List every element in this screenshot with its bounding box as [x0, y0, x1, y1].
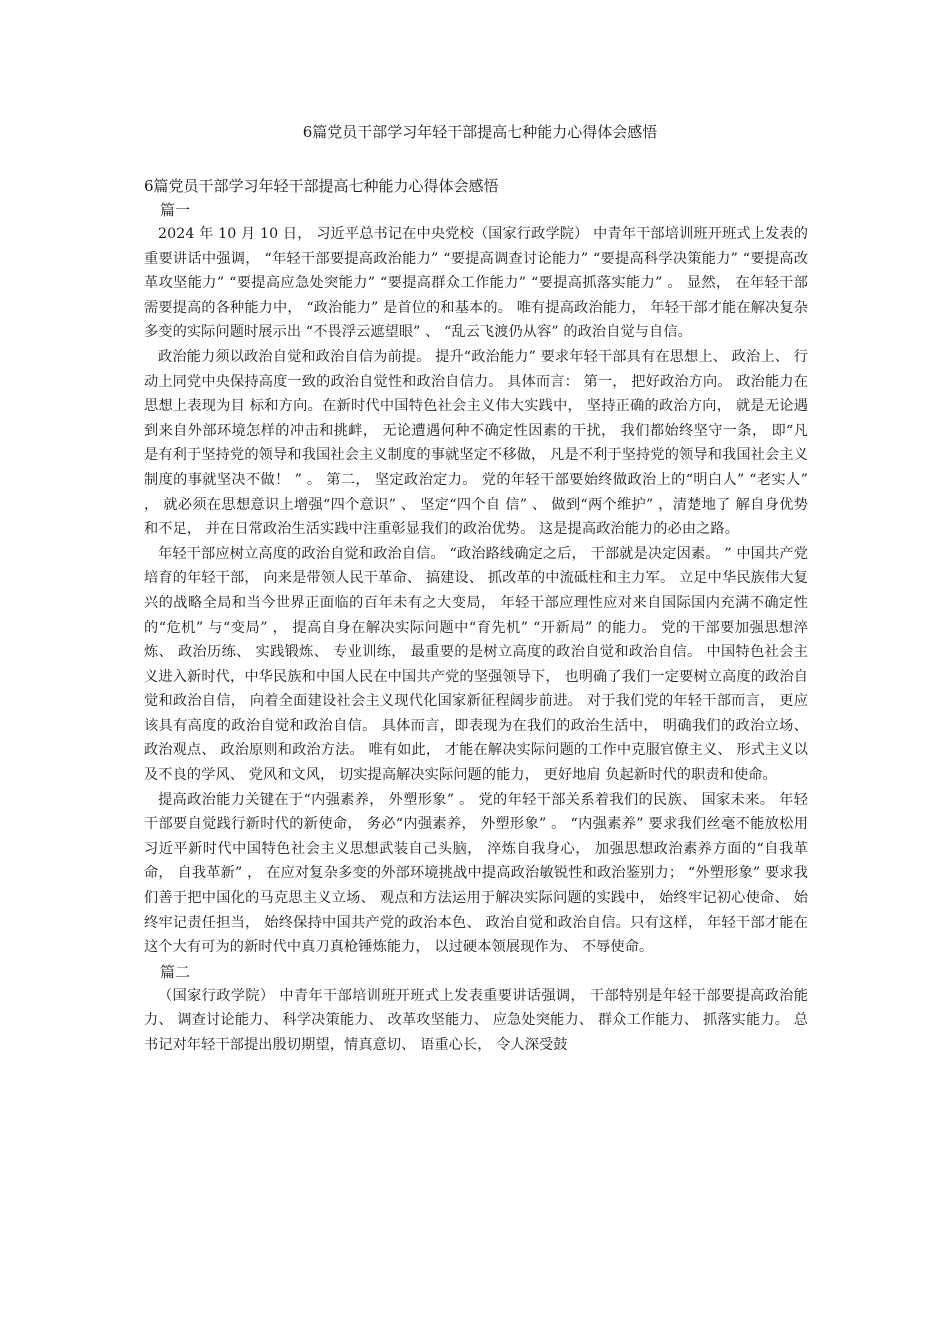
paragraph: 2024 年 10 月 10 日， 习近平总书记在中央党校（国家行政学院） 中青年干部培训班开班式上发表的重要讲话中强调， “年轻干部要提高政治能力” “要提高调查讨论能力” “要提高科学决策能力” “要提高改革攻坚能力” “要提高应急处突能力” “要提高群众工作能力” “要提高抓落实能力” 。 显然， 在年轻干部需要提高的各种能力中， “政治能力” 是首位的和基本的。 唯有提高政治能力， 年轻干部才能在解决复杂多变的实际问题时展示出 “不畏浮云遮望眼” 、 “乱云飞渡仍从容” 的政治自觉与自信。: [144, 226, 808, 341]
paragraph: 年轻干部应树立高度的政治自觉和政治自信。 “政治路线确定之后， 干部就是决定因素。 ” 中国共产党培育的年轻干部， 向来是带领人民干革命、 搞建设、 抓改革的中流砥柱和主力军。 立足中华民族伟大复兴的战略全局和当今世界正面临的百年未有之大变局， 年轻干部应理性应对来自国际国内充满不确定性的“危机” 与“变局” ， 提高自身在解决实际问题中“育先机” “开新局” 的能力。 党的干部要加强思想淬炼、 政治历练、 实践锻炼、 专业训练， 最重要的是树立高度的政治自觉和政治自信。 中国特色社会主义进入新时代，中华民族和中国人民在中国共产党的坚强领导下， 也明确了我们一定要树立高度的政治自觉和政治自信， 向着全面建设社会主义现代化国家新征程阔步前进。 对于我们党的年轻干部而言， 更应该具有高度的政治自觉和政治自信。 具体而言，即表现为在我们的政治生活中， 明确我们的政治立场、 政治观点、 政治原则和政治方法。 唯有如此， 才能在解决实际问题的工作中克服官僚主义、 形式主义以及不良的学风、 党风和文风， 切实提高解决实际问题的能力， 更好地肩 负起新时代的职责和使命。: [144, 545, 808, 784]
document-page: [144, 120, 808, 1058]
section-1: [144, 198, 808, 960]
document-subtitle: 6篇党员干部学习年轻干部提高七种能力心得体会感悟: [144, 177, 499, 195]
section-2: [144, 960, 808, 1058]
paragraph: （国家行政学院） 中青年干部培训班开班式上发表重要讲话强调， 干部特别是年轻干部要提高政治能力、 调查讨论能力、 科学决策能力、 改革攻坚能力、 应急处突能力、 群众工作能力、 抓落实能力。 总书记对年轻干部提出殷切期望，情真意切、 语重心长， 令人深受鼓: [144, 987, 808, 1053]
paragraph: 提高政治能力关键在于“内强素养， 外塑形象” 。 党的年轻干部关系着我们的民族、 国家未来。 年轻干部要自觉践行新时代的新使命， 务必“内强素养， 外塑形象” 。 “内强素养” 要求我们丝毫不能放松用习近平新时代中国特色社会主义思想武装自己头脑， 淬炼自我身心， 加强思想政治素养方面的“自我革命， 自我革新” ， 在应对复杂多变的外部环境挑战中提高政治敏锐性和政治鉴别力； “外塑形象” 要求我们善于把中国化的马克思主义立场、 观点和方法运用于解决实际问题的实践中， 始终牢记初心使命、 始终牢记责任担当， 始终保持中国共产党的政治本色、 政治自觉和政治自信。只有这样， 年轻干部才能在这个大有可为的新时代中真刀真枪锤炼能力， 以过硬本领展现作为、 不辱使命。: [144, 791, 808, 956]
section-label: 篇一: [160, 201, 191, 219]
section-label: 篇二: [160, 962, 191, 981]
paragraph: 政治能力须以政治自觉和政治自信为前提。 提升“政治能力” 要求年轻干部具有在思想上、 政治上、 行动上同党中央保持高度一致的政治自觉性和政治自信力。 具体而言： 第一， 把好政治方向。 政治能力在思想上表现为目 标和方向。在新时代中国特色社会主义伟大实践中， 坚持正确的政治方向， 就是无论遇到来自外部环境怎样的冲击和挑衅， 无论遭遇何种不确定性因素的干扰， 我们都始终坚守一条， 即“凡是有利于坚持党的领导和我国社会主义制度的事就坚定不移做， 凡是不利于坚持党的领导和我国社会主义制度的事就坚决不做！ ” 。 第二， 坚定政治定力。 党的年轻干部要始终做政治上的“明白人” “老实人” ， 就必须在思想意识上增强“四个意识” 、 坚定“四个自 信” 、 做到“两个维护” ，清楚地了 解自身优势和不足， 并在日常政治生活实践中注重彰显我们的政治优势。 这是提高政治能力的必由之路。: [144, 348, 808, 538]
document-title: 6篇党员干部学习年轻干部提高七种能力心得体会感悟: [302, 123, 658, 141]
